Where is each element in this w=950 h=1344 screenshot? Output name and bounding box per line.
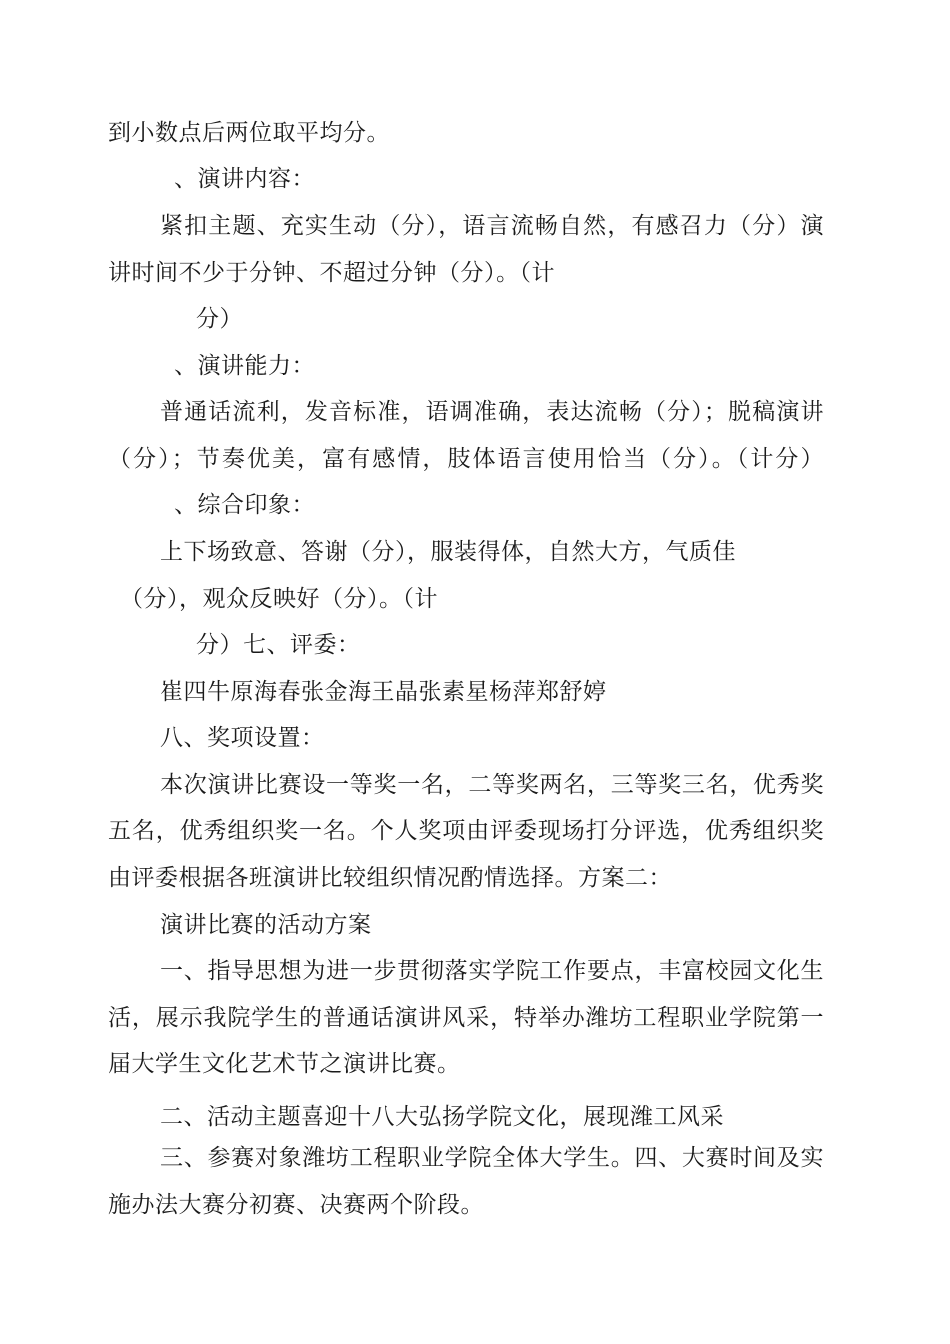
text-line: （分），观众反映好（分）。（计 [120,586,438,612]
text-line: 紧扣主题、充实生动（分），语言流畅自然，有感召力（分）演 [160,213,824,239]
text-line: 到小数点后两位取平均分。 [108,120,390,146]
text-line: 讲时间不少于分钟、不超过分钟（分）。（计 [108,260,555,286]
text-line: 本次演讲比赛设一等奖一名，二等奖两名，三等奖三名，优秀奖 [160,772,824,798]
section-heading: 八、奖项设置： [160,725,325,751]
text-line: 五名，优秀组织奖一名。个人奖项由评委现场打分评选，优秀组织奖 [108,818,824,844]
text-line: 一、指导思想为进一步贯彻落实学院工作要点，丰富校园文化生 [160,958,824,984]
text-line: 分）七、评委： [196,632,361,658]
section-heading: 、综合印象： [174,492,315,518]
text-line: 届大学生文化艺术节之演讲比赛。 [108,1051,461,1077]
text-line: 活，展示我院学生的普通话演讲风采，特举办潍坊工程职业学院第一 [108,1005,824,1031]
section-heading: 、演讲能力： [174,353,315,379]
text-line: 上下场致意、答谢（分），服装得体，自然大方，气质佳 [160,539,736,565]
document-subtitle: 演讲比赛的活动方案 [160,912,372,938]
text-line: 普通话流利，发音标准，语调准确，表达流畅（分）；脱稿演讲 [160,399,824,425]
text-line: （分）；节奏优美，富有感情，肢体语言使用恰当（分）。（计分） [108,446,824,472]
judges-list: 崔四牛原海春张金海王晶张素星杨萍郑舒婷 [160,679,607,705]
text-line: 三、参赛对象潍坊工程职业学院全体大学生。四、大赛时间及实 [160,1145,824,1171]
text-line: 施办法大赛分初赛、决赛两个阶段。 [108,1192,484,1218]
section-heading: 、演讲内容： [174,166,315,192]
text-line: 二、活动主题喜迎十八大弘扬学院文化，展现潍工风采 [160,1104,724,1130]
text-line: 分） [196,306,243,332]
text-line: 由评委根据各班演讲比较组织情况酌情选择。方案二： [108,865,672,891]
